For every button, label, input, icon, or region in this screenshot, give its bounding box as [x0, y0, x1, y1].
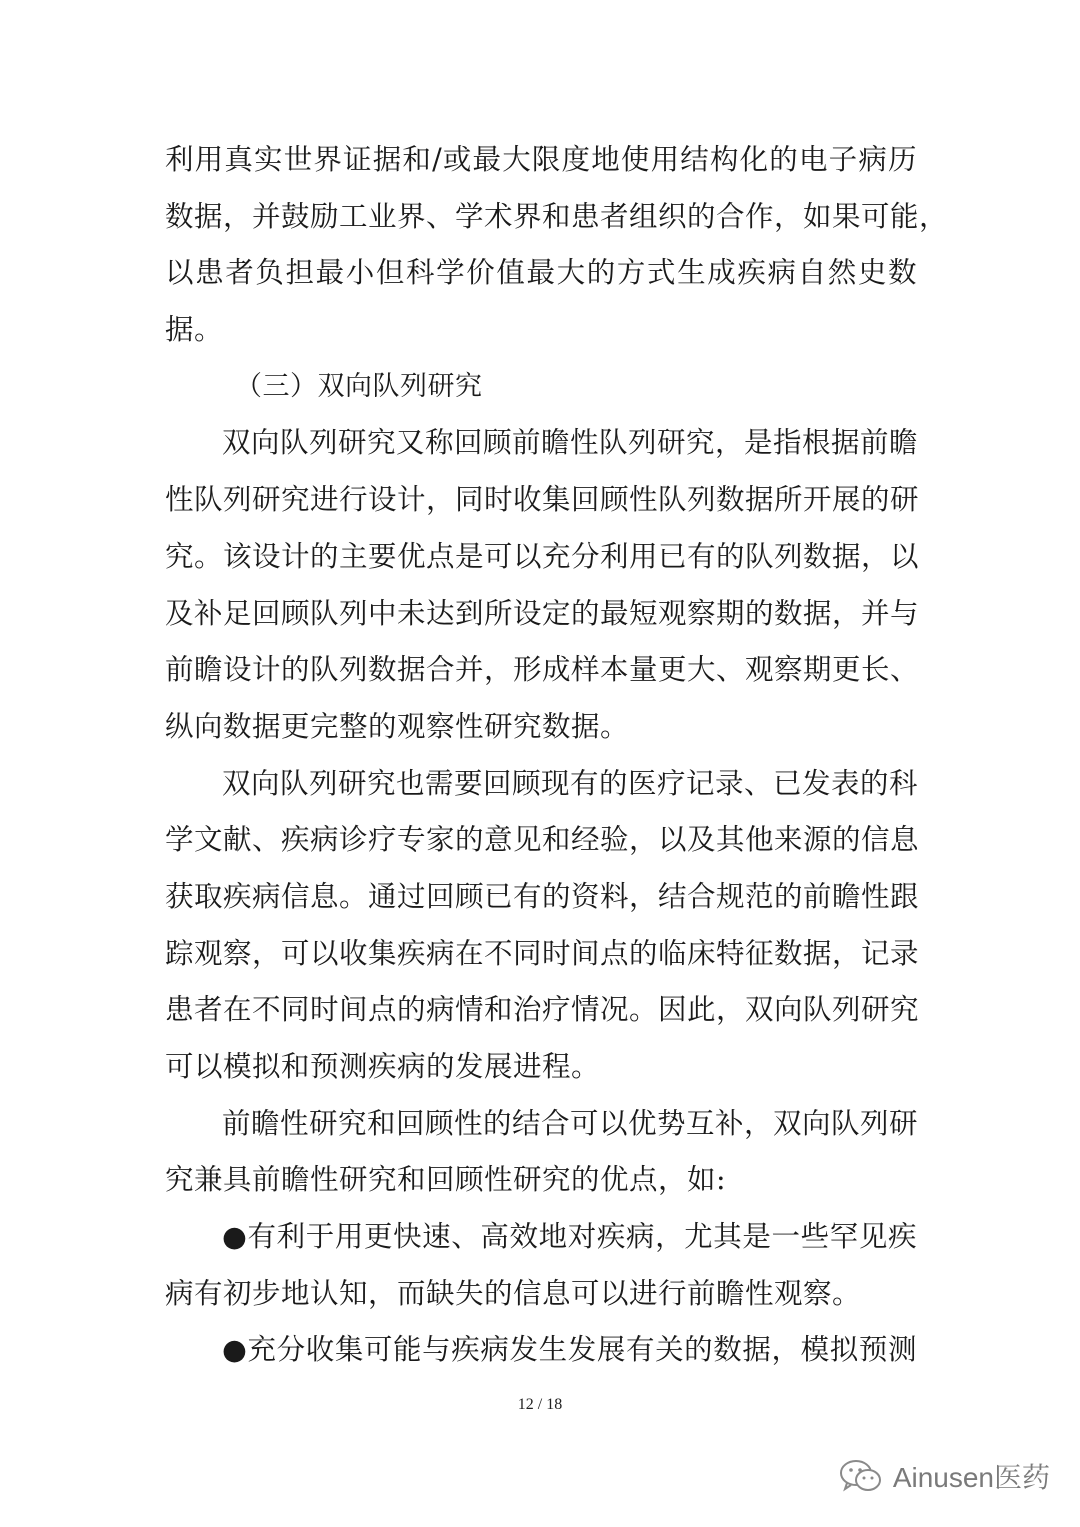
p1-line-4: 据。 [165, 313, 224, 347]
wechat-icon [839, 1458, 883, 1494]
p2-line-4: 及补足回顾队列中未达到所设定的最短观察期的数据，并与 [165, 596, 920, 630]
p3-line-5: 患者在不同时间点的病情和治疗情况。因此，双向队列研究 [165, 993, 920, 1027]
bullet-marker: ● [222, 1333, 248, 1367]
watermark [839, 1456, 1050, 1496]
p3-line-1: 双向队列研究也需要回顾现有的医疗记录、已发表的科 [222, 766, 919, 800]
p1-line-2: 数据，并鼓励工业界、学术界和患者组织的合作，如果可能， [165, 199, 949, 233]
p2-line-6: 纵向数据更完整的观察性研究数据。 [165, 709, 630, 743]
bullet2-line-1 [165, 1322, 917, 1379]
p3-line-2: 学文献、疾病诊疗专家的意见和经验，以及其他来源的信息 [165, 823, 920, 857]
p4-line-2: 究兼具前瞻性研究和回顾性研究的优点，如: [165, 1163, 727, 1197]
p3-line-6: 可以模拟和预测疾病的发展进程。 [165, 1050, 601, 1083]
p3-line-4: 踪观察，可以收集疾病在不同时间点的临床特征数据，记录 [165, 936, 920, 970]
p2-line-5: 前瞻设计的队列数据合并，形成样本量更大、观察期更长、 [165, 653, 920, 687]
p2-line-1: 双向队列研究又称回顾前瞻性队列研究，是指根据前瞻 [222, 426, 919, 460]
page-number: 12 / 18 [517, 1396, 563, 1413]
p4-line-1: 前瞻性研究和回顾性的结合可以优势互补，双向队列研 [222, 1106, 919, 1140]
p3-line-3: 获取疾病信息。通过回顾已有的资料，结合规范的前瞻性跟 [165, 879, 920, 913]
section-heading: （三）双向队列研究 [235, 370, 483, 402]
p1-line-3: 以患者负担最小但科学价值最大的方式生成疾病自然史数 [165, 256, 917, 290]
p1-line-1: 利用真实世界证据和/或最大限度地使用结构化的电子病历 [165, 143, 917, 176]
watermark-text: Ainusen医药 [892, 1462, 1050, 1493]
bullet-marker: ● [222, 1220, 248, 1254]
bullet1-line-1 [165, 1209, 917, 1266]
body-text [165, 132, 949, 1379]
bullet2-text-1: 充分收集可能与疾病发生发展有关的数据，模拟预测 [247, 1333, 917, 1367]
p2-line-3: 究。该设计的主要优点是可以充分利用已有的队列数据，以 [165, 539, 920, 573]
p2-line-2: 性队列研究进行设计，同时收集回顾性队列数据所开展的研 [165, 483, 920, 517]
bullet1-text-1: 有利于用更快速、高效地对疾病，尤其是一些罕见疾 [247, 1220, 917, 1254]
bullet1-line-2: 病有初步地认知，而缺失的信息可以进行前瞻性观察。 [165, 1276, 862, 1310]
